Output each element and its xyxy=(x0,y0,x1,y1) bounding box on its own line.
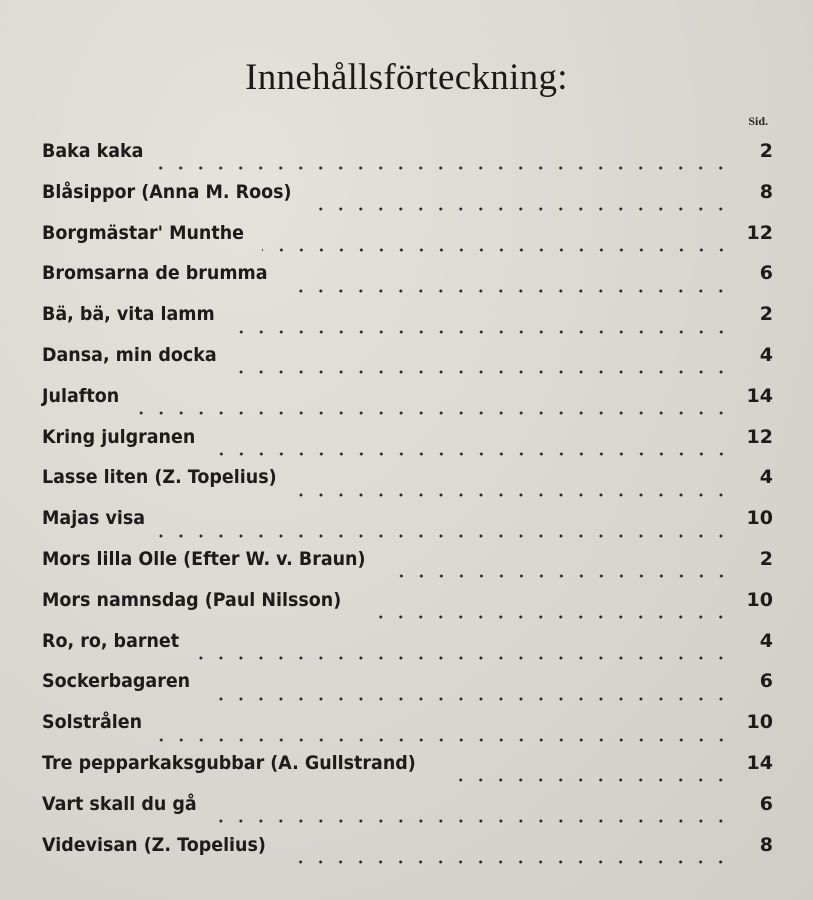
toc-entry-title: Tre pepparkaksgubbar (A. Gullstrand) xyxy=(42,751,416,774)
dot-leader xyxy=(209,452,731,456)
toc-entry-page: 14 xyxy=(746,384,773,407)
toc-entry-page: 8 xyxy=(759,180,773,203)
toc-entry-page: 4 xyxy=(759,343,773,366)
toc-entry xyxy=(42,222,773,263)
toc-entry-title: Kring julgranen xyxy=(42,425,196,448)
toc-entry xyxy=(42,711,773,752)
toc-entry-title: Baka kaka xyxy=(42,140,144,162)
dot-leader xyxy=(230,330,731,334)
toc-entry xyxy=(42,793,773,834)
dot-leader xyxy=(262,248,731,252)
toc-entry xyxy=(42,344,773,385)
dot-leader xyxy=(313,207,731,211)
dot-leader xyxy=(126,411,731,415)
toc-entry-page: 12 xyxy=(746,425,773,448)
toc-entry xyxy=(42,426,773,467)
toc-entry xyxy=(42,630,773,671)
toc-entry-page: 4 xyxy=(759,466,773,489)
table-of-contents xyxy=(42,140,773,874)
toc-entry xyxy=(42,589,773,630)
toc-entry-page: 2 xyxy=(759,547,773,570)
toc-entry-title: Bä, bä, vita lamm xyxy=(42,303,215,326)
toc-entry xyxy=(42,181,773,222)
dot-leader xyxy=(448,778,731,782)
toc-entry-page: 6 xyxy=(759,670,773,693)
toc-entry xyxy=(42,140,773,181)
toc-entry-title: Ro, ro, barnet xyxy=(42,629,180,652)
toc-entry-title: Bromsarna de brumma xyxy=(42,262,268,285)
dot-leader xyxy=(154,534,731,538)
toc-entry-title: Solstrålen xyxy=(42,711,143,734)
toc-entry xyxy=(42,303,773,344)
dot-leader xyxy=(191,656,731,660)
toc-entry-page: 10 xyxy=(746,507,773,530)
toc-entry xyxy=(42,466,773,507)
toc-entry-title: Mors namnsdag (Paul Nilsson) xyxy=(42,588,342,611)
toc-entry-page: 4 xyxy=(759,629,773,652)
toc-entry-title: Majas visa xyxy=(42,507,146,530)
toc-entry-page: 10 xyxy=(746,588,773,611)
dot-leader xyxy=(210,819,731,823)
toc-entry-title: Lasse liten (Z. Topelius) xyxy=(42,466,277,489)
dot-leader xyxy=(297,493,731,497)
dot-leader xyxy=(394,574,731,578)
dot-leader xyxy=(287,289,731,293)
dot-leader xyxy=(203,697,731,701)
toc-entry-page: 10 xyxy=(746,711,773,734)
page-column-label: Sid. xyxy=(748,114,768,128)
toc-entry xyxy=(42,670,773,711)
toc-entry-title: Dansa, min docka xyxy=(42,343,217,366)
dot-leader xyxy=(367,615,731,619)
toc-entry-page: 12 xyxy=(746,221,773,244)
toc-entry xyxy=(42,385,773,426)
toc-entry-page: 14 xyxy=(746,751,773,774)
toc-entry-page: 6 xyxy=(759,262,773,285)
toc-entry xyxy=(42,834,773,875)
toc-entry-title: Julafton xyxy=(42,384,120,407)
toc-entry xyxy=(42,548,773,589)
toc-entry-title: Blåsippor (Anna M. Roos) xyxy=(42,180,292,203)
dot-leader xyxy=(152,166,731,170)
dot-leader xyxy=(151,738,731,742)
toc-entry xyxy=(42,507,773,548)
toc-entry xyxy=(42,262,773,303)
toc-entry xyxy=(42,752,773,793)
toc-entry-page: 8 xyxy=(759,833,773,856)
toc-entry-title: Videvisan (Z. Topelius) xyxy=(42,833,266,856)
page-title: Innehållsförteckning: xyxy=(245,57,568,98)
toc-entry-page: 6 xyxy=(759,792,773,815)
dot-leader xyxy=(285,860,731,864)
toc-entry-page: 2 xyxy=(759,303,773,326)
toc-entry-page: 2 xyxy=(759,140,773,162)
toc-entry-title: Sockerbagaren xyxy=(42,670,191,693)
toc-entry-title: Vart skall du gå xyxy=(42,792,197,815)
dot-leader xyxy=(232,370,731,374)
toc-entry-title: Borgmästar' Munthe xyxy=(42,221,245,244)
toc-entry-title: Mors lilla Olle (Efter W. v. Braun) xyxy=(42,547,366,570)
